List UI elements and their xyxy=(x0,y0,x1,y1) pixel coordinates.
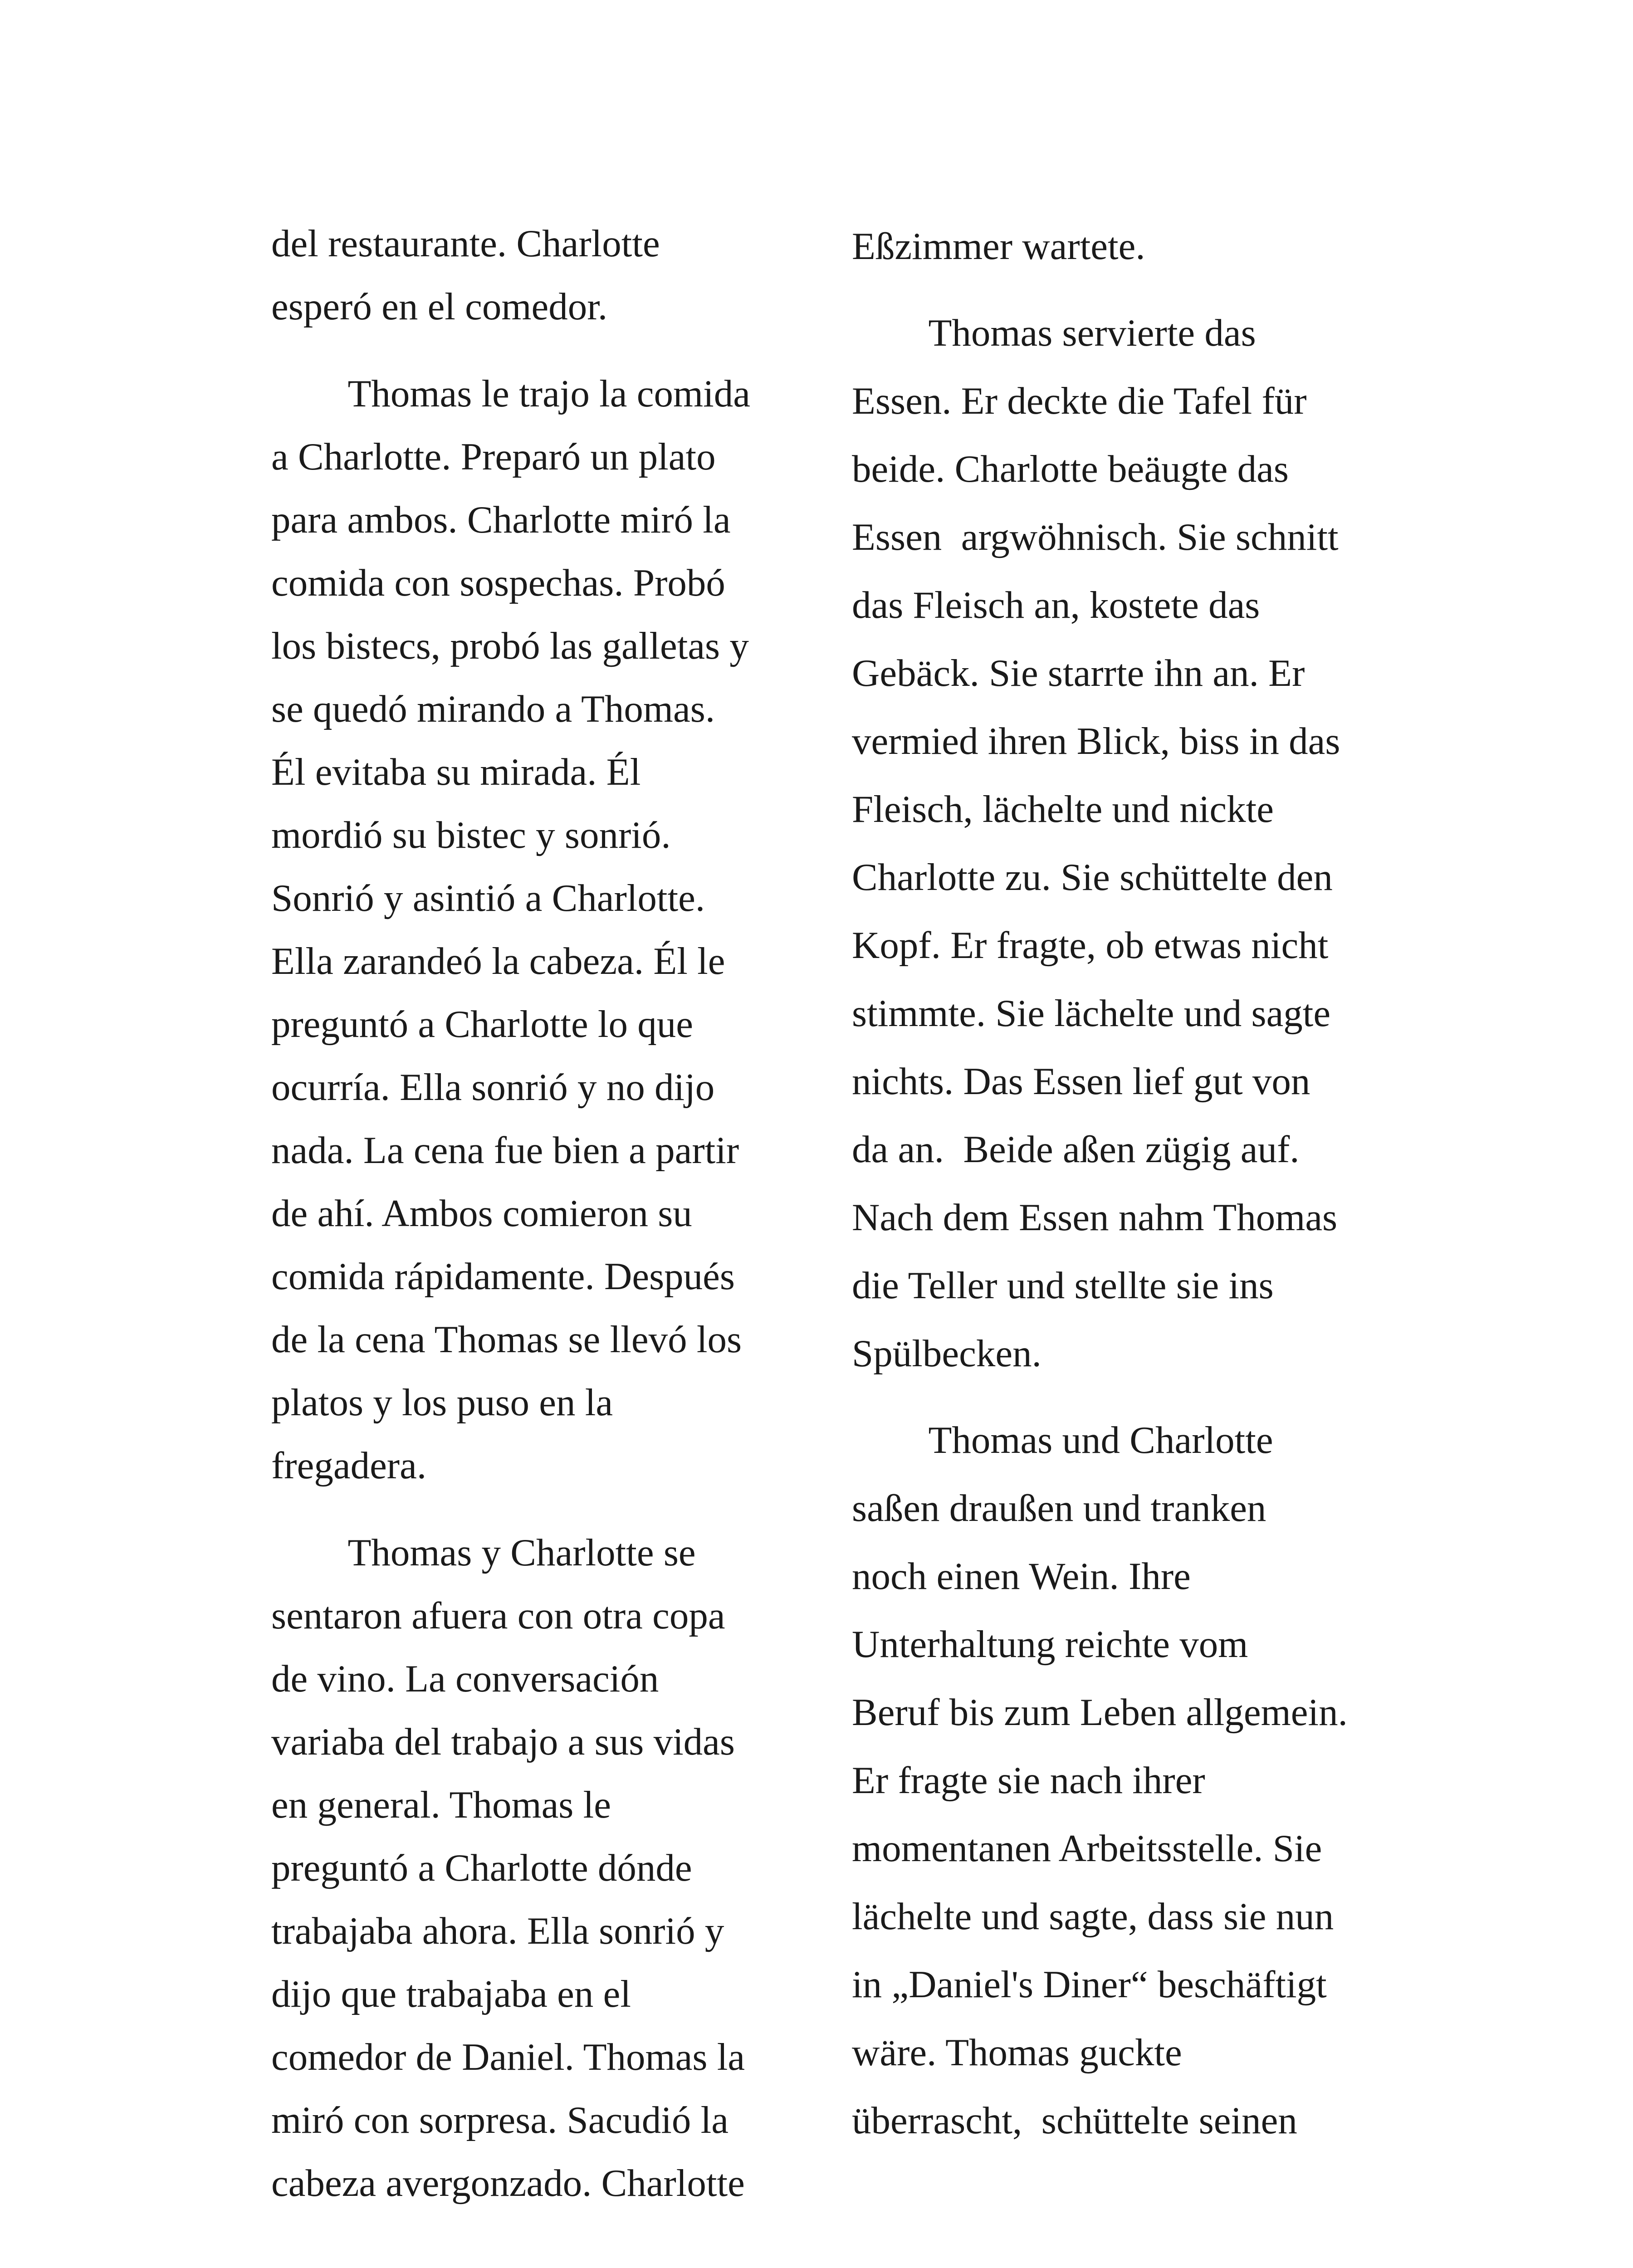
text-line: trabajaba ahora. Ella sonrió y xyxy=(271,1910,724,1952)
text-line: Él evitaba su mirada. Él xyxy=(271,751,641,793)
text-line: ocurría. Ella sonrió y no dijo xyxy=(271,1066,715,1109)
text-line: Thomas y Charlotte se xyxy=(271,1531,696,1574)
text-line: esperó en el comedor. xyxy=(271,285,608,328)
spanish-text-column xyxy=(271,212,825,2215)
text-line: stimmte. Sie lächelte und sagte xyxy=(852,992,1331,1035)
text-line: Kopf. Er fragte, ob etwas nicht xyxy=(852,924,1329,967)
text-line: das Fleisch an, kostete das xyxy=(852,584,1260,626)
text-line: da an. Beide aßen zügig auf. xyxy=(852,1128,1300,1171)
text-line: se quedó mirando a Thomas. xyxy=(271,688,715,730)
text-line: cabeza avergonzado. Charlotte xyxy=(271,2162,745,2204)
text-line: dijo que trabajaba en el xyxy=(271,1973,631,2015)
text-line: wäre. Thomas guckte xyxy=(852,2031,1182,2074)
text-line: saßen draußen und tranken xyxy=(852,1487,1266,1530)
text-line: lächelte und sagte, dass sie nun xyxy=(852,1895,1334,1938)
text-line: Spülbecken. xyxy=(852,1332,1041,1375)
text-line: Essen. Er deckte die Tafel für xyxy=(852,380,1307,422)
text-line: Beruf bis zum Leben allgemein. xyxy=(852,1691,1348,1734)
text-line: überrascht, schüttelte seinen xyxy=(852,2099,1297,2142)
text-line: mordió su bistec y sonrió. xyxy=(271,814,671,856)
text-line: Nach dem Essen nahm Thomas xyxy=(852,1196,1338,1239)
text-line: in „Daniel's Diner“ beschäftigt xyxy=(852,1963,1327,2006)
paragraph xyxy=(852,1406,1414,2155)
text-line: Sonrió y asintió a Charlotte. xyxy=(271,877,705,919)
text-line: fregadera. xyxy=(271,1444,427,1487)
text-line: Charlotte zu. Sie schüttelte den xyxy=(852,856,1333,899)
paragraph xyxy=(271,212,825,338)
text-line: comedor de Daniel. Thomas la xyxy=(271,2036,745,2078)
text-line: Er fragte sie nach ihrer xyxy=(852,1759,1205,1802)
paragraph xyxy=(271,1521,825,2215)
text-line: Thomas le trajo la comida xyxy=(271,372,750,415)
text-line: Unterhaltung reichte vom xyxy=(852,1623,1248,1666)
text-line: beide. Charlotte beäugte das xyxy=(852,448,1289,490)
text-line: platos y los puso en la xyxy=(271,1381,613,1424)
text-line: los bistecs, probó las galletas y xyxy=(271,625,749,667)
text-line: para ambos. Charlotte miró la xyxy=(271,499,731,541)
text-line: de ahí. Ambos comieron su xyxy=(271,1192,692,1235)
text-line: preguntó a Charlotte dónde xyxy=(271,1847,692,1889)
text-line: nichts. Das Essen lief gut von xyxy=(852,1060,1310,1103)
paragraph xyxy=(852,299,1414,1388)
text-line: die Teller und stellte sie ins xyxy=(852,1264,1274,1307)
text-line: en general. Thomas le xyxy=(271,1784,611,1826)
text-line: momentanen Arbeitsstelle. Sie xyxy=(852,1827,1322,1870)
paragraph xyxy=(852,212,1414,280)
paragraph xyxy=(271,362,825,1497)
text-line: comida con sospechas. Probó xyxy=(271,562,725,604)
text-line: variaba del trabajo a sus vidas xyxy=(271,1721,735,1763)
text-line: noch einen Wein. Ihre xyxy=(852,1555,1191,1598)
text-line: Thomas servierte das xyxy=(852,312,1256,354)
text-line: nada. La cena fue bien a partir xyxy=(271,1129,739,1172)
german-text-column xyxy=(852,212,1414,2155)
text-line: Eßzimmer wartete. xyxy=(852,225,1145,268)
text-line: Gebäck. Sie starrte ihn an. Er xyxy=(852,652,1305,694)
text-line: a Charlotte. Preparó un plato xyxy=(271,435,716,478)
text-line: vermied ihren Blick, biss in das xyxy=(852,720,1340,763)
text-line: Thomas und Charlotte xyxy=(852,1419,1273,1461)
text-line: del restaurante. Charlotte xyxy=(271,222,660,265)
text-line: de la cena Thomas se llevó los xyxy=(271,1318,742,1361)
text-line: preguntó a Charlotte lo que xyxy=(271,1003,694,1046)
text-line: Essen argwöhnisch. Sie schnitt xyxy=(852,516,1339,558)
text-line: miró con sorpresa. Sacudió la xyxy=(271,2099,728,2141)
text-line: de vino. La conversación xyxy=(271,1657,659,1700)
text-line: comida rápidamente. Después xyxy=(271,1255,735,1298)
text-line: Fleisch, lächelte und nickte xyxy=(852,788,1274,831)
text-line: sentaron afuera con otra copa xyxy=(271,1594,725,1637)
text-line: Ella zarandeó la cabeza. Él le xyxy=(271,940,725,982)
